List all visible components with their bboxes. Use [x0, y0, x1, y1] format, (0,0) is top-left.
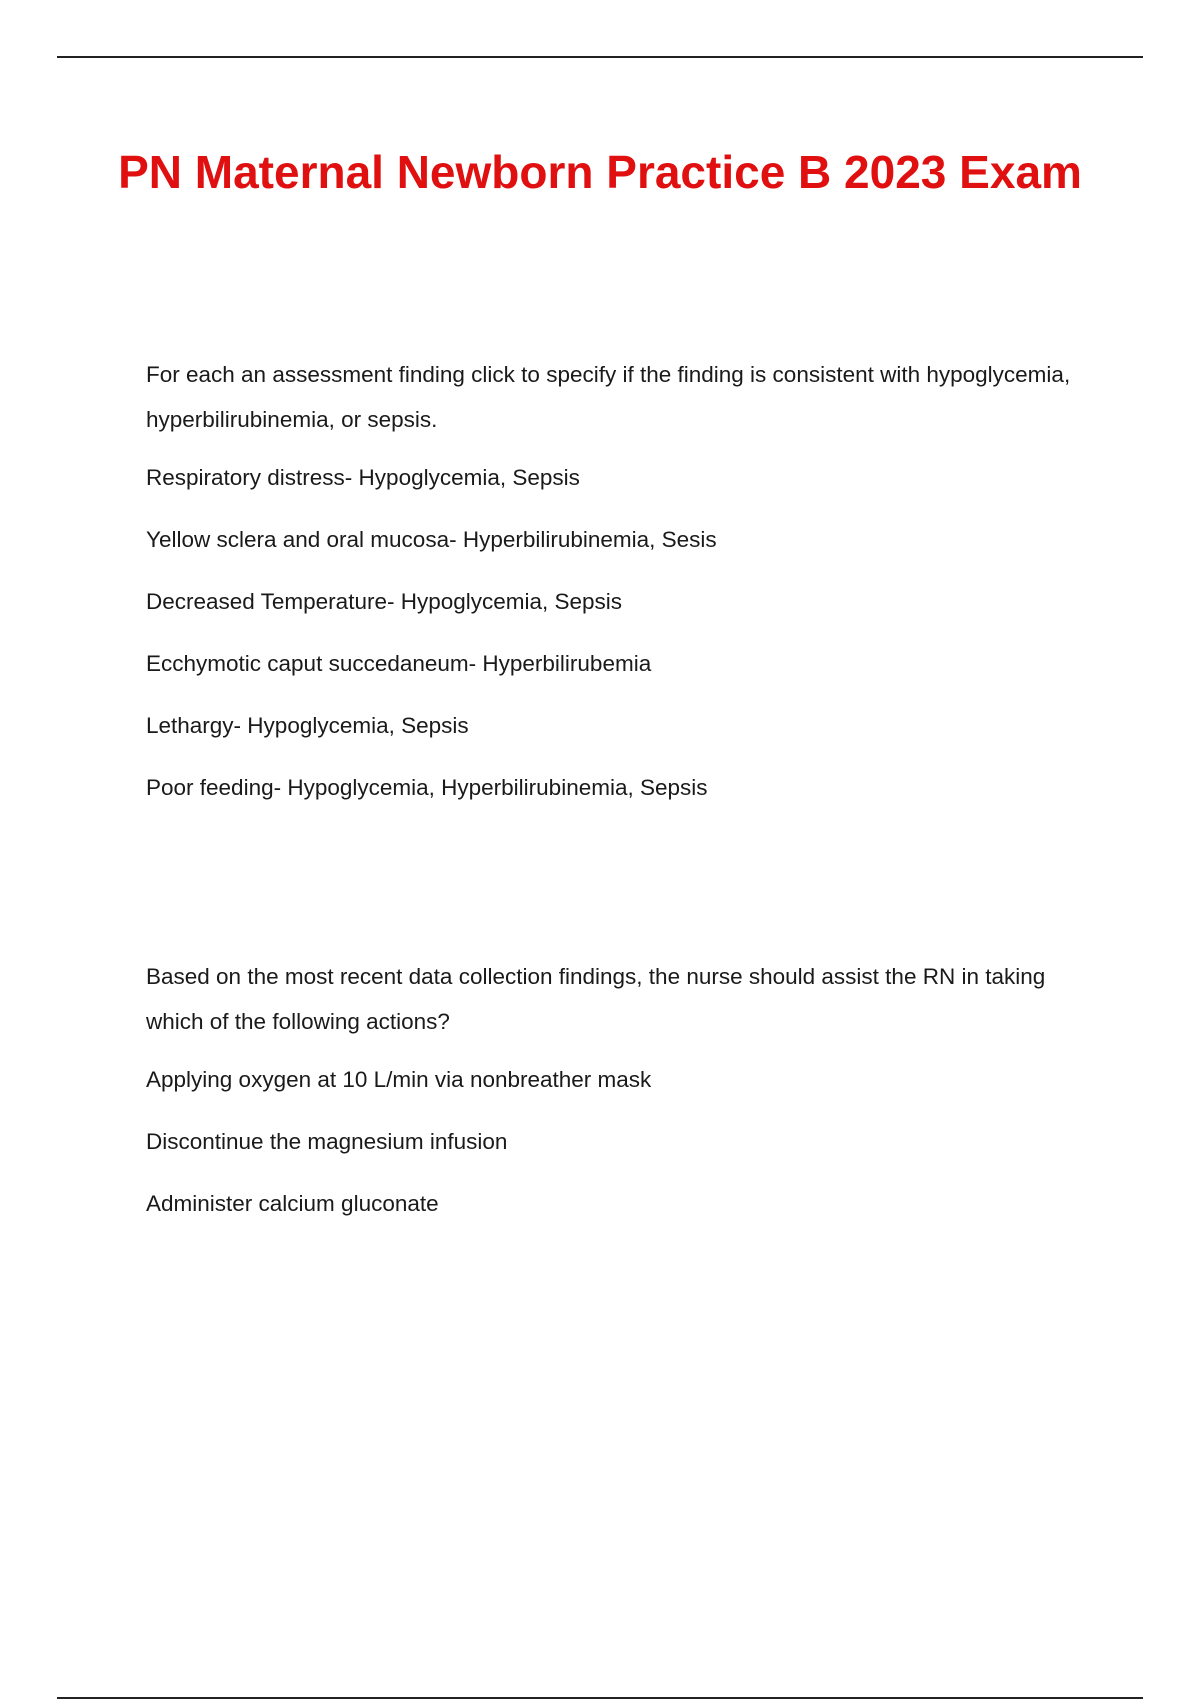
bottom-divider	[57, 1697, 1143, 1699]
action-item: Discontinue the magnesium infusion	[146, 1129, 508, 1154]
question-1	[146, 352, 1076, 830]
question-2-prompt: Based on the most recent data collection findings, the nurse should assist the RN in taking which of the following actions?	[146, 964, 1046, 1034]
finding-item: Respiratory distress- Hypoglycemia, Sepsis	[146, 465, 580, 490]
page-title: PN Maternal Newborn Practice B 2023 Exam	[118, 146, 1082, 198]
finding-item: Lethargy- Hypoglycemia, Sepsis	[146, 713, 469, 738]
action-item: Applying oxygen at 10 L/min via nonbreather mask	[146, 1067, 652, 1092]
finding-item: Decreased Temperature- Hypoglycemia, Sepsis	[146, 589, 623, 614]
question-2-actions	[146, 1060, 1076, 1224]
question-1-findings	[146, 458, 1076, 808]
finding-item: Yellow sclera and oral mucosa- Hyperbilirubinemia, Sesis	[146, 527, 717, 552]
finding-item: Poor feeding- Hypoglycemia, Hyperbilirubinemia, Sepsis	[146, 775, 708, 800]
top-divider	[57, 56, 1143, 58]
question-1-prompt: For each an assessment finding click to specify if the finding is consistent with hypoglycemia, hyperbilirubinemia, or sepsis.	[146, 362, 1071, 432]
action-item: Administer calcium gluconate	[146, 1191, 439, 1216]
finding-item: Ecchymotic caput succedaneum- Hyperbilirubemia	[146, 651, 652, 676]
question-2	[146, 954, 1076, 1246]
